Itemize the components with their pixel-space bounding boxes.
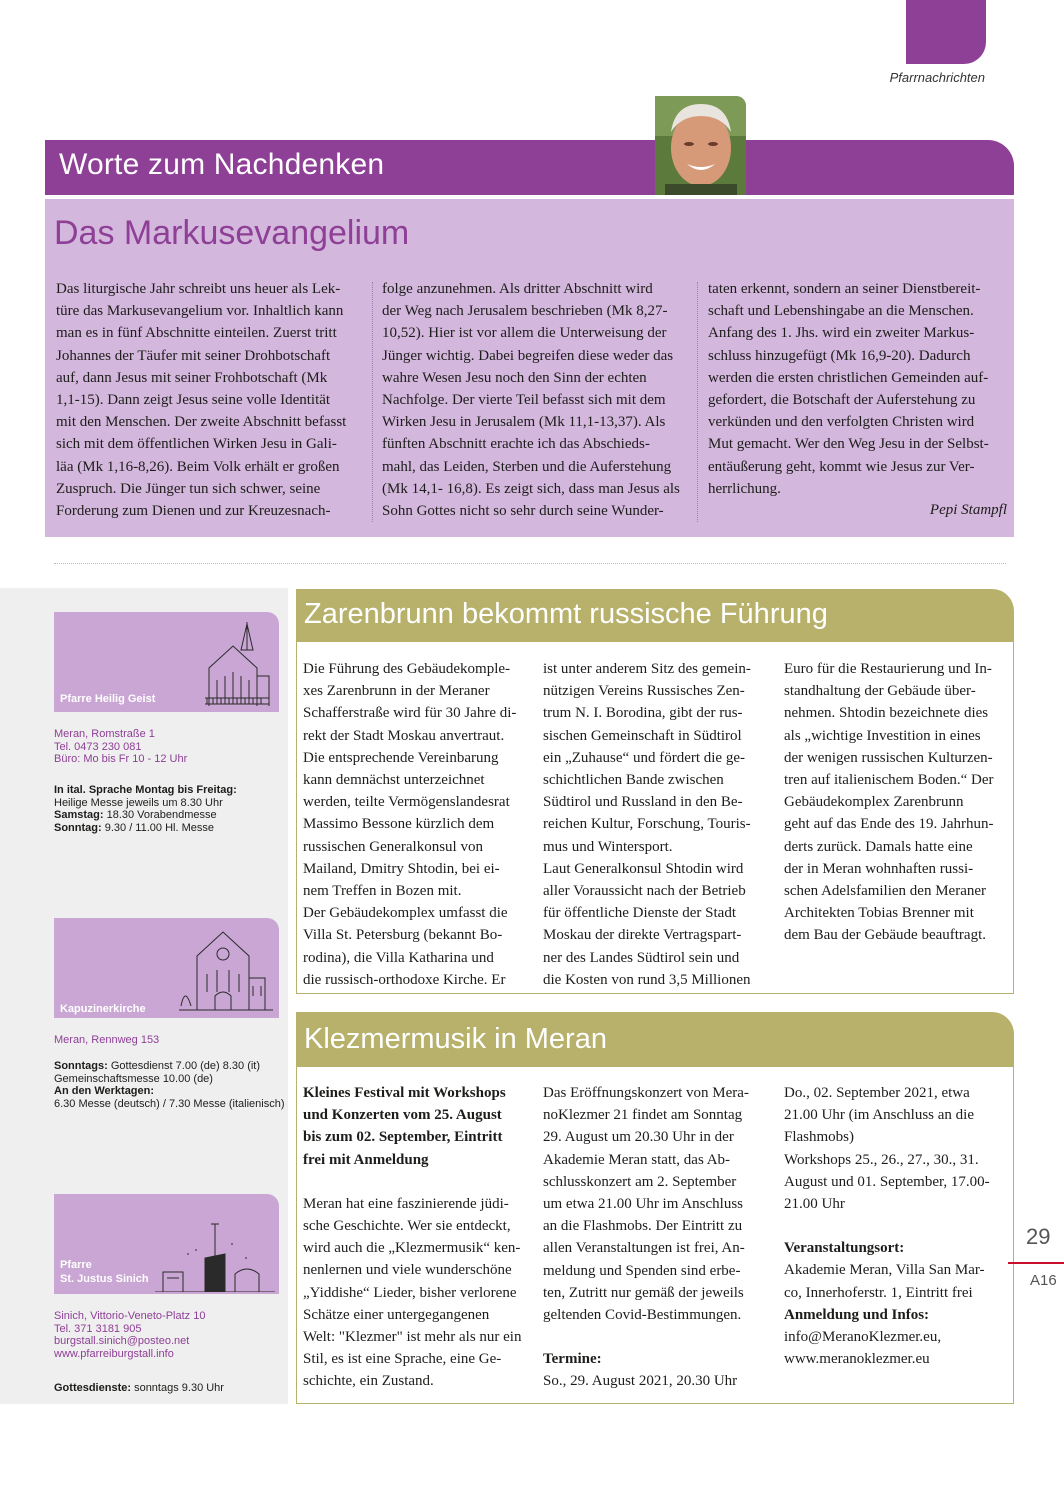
text-line: sich mit dem öffentlichen Wirken Jesu in Gali-: [56, 436, 337, 453]
lead-line: Kleines Festival mit Workshops: [303, 1085, 506, 1101]
parish-address: [54, 1310, 205, 1360]
label-line: St. Justus Sinich: [60, 1273, 149, 1285]
text-line: geht auf das Ende des 19. Jahrhun-: [784, 816, 994, 833]
text-line: folge anzunehmen. Als dritter Abschnitt wird: [382, 281, 653, 297]
text-line: mit den Menschen. Der zweite Abschnitt befasst: [56, 414, 347, 431]
text-line: rekt der Stadt Moskau anvertraut.: [303, 727, 505, 744]
text-line: geltenden Covid-Bestimmungen.: [543, 1307, 742, 1324]
text-line: Flashmobs): [784, 1129, 855, 1146]
text-line: Das Eröffnungskonzert von Mera-: [543, 1085, 749, 1101]
text-line: Die entsprechende Vereinbarung: [303, 749, 499, 766]
text-line: Schätze einer untergegangenen: [303, 1306, 490, 1323]
phone-line: Tel. 371 3181 905: [54, 1322, 142, 1335]
parish-card-heilig-geist: [54, 612, 279, 712]
times-label: Sonntag:: [54, 821, 102, 834]
text-line: Das liturgische Jahr schreibt uns heuer als Lek-: [56, 281, 341, 297]
column-divider: [697, 282, 698, 522]
page-number: 29: [1026, 1224, 1051, 1249]
author-signature: Pepi Stampfl: [929, 502, 1007, 518]
text-line: der Weg nach Jerusalem beschrieben (Mk 8,27-: [382, 303, 668, 320]
text-line: entäußerung geht, kommt wie Jesus zur Ver-: [708, 458, 975, 475]
times-label: In ital. Sprache Montag bis Freitag:: [54, 784, 237, 796]
text-line: Laut Generalkonsul Shtodin wird: [543, 860, 744, 877]
mass-times: [54, 1382, 224, 1395]
parish-name-label: Kapuzinerkirche: [60, 1003, 146, 1015]
church-drawing-icon: [203, 620, 271, 706]
column-divider: [372, 282, 373, 522]
worte-column-2: [382, 278, 692, 522]
termine-label: Termine:: [543, 1351, 602, 1368]
email-link[interactable]: info@MeranoKlezmer.eu,: [784, 1329, 942, 1346]
text-line: um etwa 21.00 Uhr im Anschluss: [543, 1196, 743, 1213]
text-line: Die Führung des Gebäudekomple-: [303, 661, 511, 677]
spacer: [303, 1171, 525, 1193]
spacer: [784, 1215, 1006, 1237]
times-label: An den Werktagen:: [54, 1085, 155, 1097]
parish-card-sinich: [54, 1194, 279, 1294]
times-line: Heilige Messe jeweils um 8.30 Uhr: [54, 796, 223, 809]
spacer: [543, 1326, 765, 1348]
text-line: türe das Markusevangelium vor. Inhaltlich kann: [56, 303, 344, 320]
zarenbrunn-column-3: [784, 658, 1006, 947]
website-link[interactable]: www.meranoklezmer.eu: [784, 1351, 930, 1368]
label-line: Pfarre: [60, 1259, 92, 1271]
worte-heading: Das Markusevangelium: [54, 214, 410, 252]
klezmer-column-3: [784, 1082, 1006, 1370]
text-line: 1,1-15). Dann zeigt Jesus seine volle Identität: [56, 392, 331, 409]
text-line: man es in fünf Abschnitte einteilen. Zuerst tritt: [56, 325, 337, 342]
text-line: nützigen Vereins Russisches Zen-: [543, 683, 745, 700]
text-line: rodina), die Villa Katharina und: [303, 949, 494, 966]
lead-line: bis zum 02. September, Eintritt: [303, 1129, 503, 1146]
text-line: mahl, das Leiden, Sterben und die Auferstehung: [382, 458, 672, 475]
text-line: ist unter anderem Sitz des gemein-: [543, 661, 751, 677]
text-line: als „wichtige Investition in eines: [784, 727, 981, 744]
text-line: Jünger wichtig. Dabei begreifen diese weder das: [382, 347, 674, 364]
address-line: Meran, Romstraße 1: [54, 728, 155, 740]
parish-name-label: [60, 1258, 149, 1286]
text-line: Euro für die Restaurierung und In-: [784, 661, 992, 677]
text-line: Nachfolge. Der vierte Teil befasst sich mit dem: [382, 392, 666, 409]
text-line: Villa St. Petersburg (bekannt Bo-: [303, 927, 503, 944]
text-line: ten, Zutritt nur gemäß der jeweils: [543, 1284, 744, 1301]
text-line: Wirken Jesu in Jerusalem (Mk 11,1-13,37). Als: [382, 414, 666, 431]
text-line: Massimo Bessone kürzlich dem: [303, 816, 495, 833]
text-line: Meran hat eine faszinierende jüdi-: [303, 1195, 509, 1212]
text-line: Forderung zum Dienen und zur Kreuzesnach-: [56, 503, 331, 520]
klezmer-column-2: [543, 1082, 765, 1393]
text-line: die russisch-orthodoxe Kirche. Er: [303, 971, 506, 988]
text-line: noKlezmer 21 findet am Sonntag: [543, 1107, 743, 1124]
text-line: dem Bau der Gebäude beauftragt.: [784, 927, 986, 944]
registration-label: Anmeldung und Infos:: [784, 1306, 930, 1323]
text-line: kann demnächst unterzeichnet: [303, 772, 485, 789]
parish-address: [54, 1034, 159, 1047]
page-number-rule: [1008, 1262, 1064, 1264]
text-line: fünften Abschnitt erachte ich das Abschieds-: [382, 436, 650, 453]
zarenbrunn-column-2: [543, 658, 765, 991]
text-line: Moskau der direkte Vertragspart-: [543, 927, 742, 944]
address-line: Sinich, Vittorio-Veneto-Platz 10: [54, 1310, 206, 1322]
text-line: trum N. I. Borodina, gibt der rus-: [543, 705, 743, 722]
text-line: xes Zarenbrunn in der Meraner: [303, 683, 490, 700]
text-line: nenlernen und viele wunderschöne: [303, 1262, 512, 1279]
text-line: Zuspruch. Die Jünger tun sich schwer, seine: [56, 480, 321, 497]
text-line: Der Gebäudekomplex umfasst die: [303, 905, 508, 922]
text-line: reichen Kultur, Forschung, Touris-: [543, 816, 751, 833]
text-line: Mut gemacht. Wer den Weg Jesu in der Selbst-: [708, 436, 989, 453]
venue-line: Akademie Meran, Villa San Mar-: [784, 1262, 985, 1279]
section-tab: [906, 0, 986, 64]
text-line: wahre Wesen Jesu noch den Sinn der echten: [382, 369, 647, 386]
times-line: Gottesdienst 7.00 (de) 8.30 (it): [107, 1060, 261, 1072]
text-line: Architekten Tobias Brenner mit: [784, 905, 974, 922]
worte-bar-title: Worte zum Nachdenken: [59, 148, 385, 181]
section-separator: [54, 563, 1006, 564]
times-label: Gottesdienste:: [54, 1382, 132, 1394]
page-code: A16: [1030, 1272, 1057, 1289]
church-drawing-icon: [155, 1214, 275, 1292]
text-line: Akademie Meran statt, das Ab-: [543, 1151, 731, 1168]
times-line: 18.30 Vorabendmesse: [103, 809, 217, 821]
text-line: läa (Mk 1,16-8,26). Beim Volk erhält er großen: [56, 458, 340, 475]
text-line: wird auch die „Klezmermusik“ ken-: [303, 1240, 521, 1257]
mass-times: [54, 1060, 285, 1110]
text-line: werden, teilte Vermögenslandesrat: [303, 794, 510, 811]
text-line: für öffentliche Dienste der Stadt: [543, 905, 736, 922]
text-line: nehmen. Shtodin bezeichnete dies: [784, 705, 989, 722]
church-drawing-icon: [177, 926, 275, 1012]
text-line: an die Flashmobs. Der Eintritt zu: [543, 1218, 743, 1235]
phone-line: Tel. 0473 230 081: [54, 740, 142, 753]
parish-card-kapuzinerkirche: [54, 918, 279, 1018]
times-label: Samstag:: [54, 809, 104, 821]
venue-line: co, Innerhoferstr. 1, Eintritt frei: [784, 1284, 973, 1301]
text-line: schichte, ein Zustand.: [303, 1373, 434, 1390]
text-line: schluss hinzugefügt (Mk 16,9-20). Dadurch: [708, 347, 971, 364]
section-label: Pfarrnachrichten: [889, 70, 985, 85]
worte-column-1: [56, 278, 366, 522]
text-line: schichtlichen Bande zwischen: [543, 772, 724, 789]
parish-name-label: Pfarre Heilig Geist: [60, 693, 156, 705]
times-line: Gemeinschaftsmesse 10.00 (de): [54, 1072, 213, 1085]
text-line: Do., 02. September 2021, etwa: [784, 1085, 970, 1101]
text-line: allen Veranstaltungen ist frei, An-: [543, 1240, 745, 1257]
text-line: tren auf italienischem Boden.“ Der: [784, 772, 994, 789]
text-line: der wenigen russischen Kulturzen-: [784, 749, 993, 766]
text-line: Schafferstraße wird für 30 Jahre di-: [303, 705, 517, 722]
website-link[interactable]: www.pfarreiburgstall.info: [54, 1347, 174, 1360]
text-line: verkünden und den verfolgten Christen wird: [708, 414, 975, 431]
zarenbrunn-column-1: [303, 658, 525, 991]
text-line: Welt: "Klezmer" ist mehr als nur ein: [303, 1329, 522, 1346]
text-line: Sohn Gottes nicht so sehr durch seine Wunder-: [382, 503, 664, 520]
email-link[interactable]: burgstall.sinich@posteo.net: [54, 1335, 190, 1347]
lead-line: und Konzerten vom 25. August: [303, 1107, 502, 1124]
text-line: Johannes der Täufer mit seiner Drohbotschaft: [56, 347, 331, 364]
text-line: Mailand, Dmitry Shtodin, bei ei-: [303, 860, 500, 877]
klezmer-column-1: [303, 1082, 525, 1393]
klezmer-title: Klezmermusik in Meran: [304, 1023, 607, 1055]
text-line: werden die ersten christlichen Gemeinden auf-: [708, 369, 989, 386]
text-line: auf, dann Jesus mit seiner Frohbotschaft (Mk: [56, 369, 328, 386]
text-line: schaft und Lebenshingabe an die Menschen.: [708, 303, 974, 320]
text-line: ner des Landes Südtirol sein und: [543, 949, 740, 966]
times-line: 9.30 / 11.00 Hl. Messe: [101, 821, 214, 834]
parish-address: [54, 728, 187, 766]
text-line: sischen Gemeinschaft in Südtirol: [543, 727, 742, 744]
address-line: Meran, Rennweg 153: [54, 1034, 160, 1046]
times-label: Sonntags:: [54, 1060, 108, 1072]
text-line: Südtirol und Russland in den Be-: [543, 794, 743, 811]
text-line: derts zurück. Damals hatte eine: [784, 838, 973, 855]
text-line: Workshops 25., 26., 27., 30., 31.: [784, 1151, 979, 1168]
text-line: russischen Generalkonsul von: [303, 838, 483, 855]
text-line: Gebäudekomplex Zarenbrunn: [784, 794, 964, 811]
author-portrait-image: [655, 96, 746, 195]
text-line: 29. August um 20.30 Uhr in der: [543, 1129, 734, 1146]
times-line: sonntags 9.30 Uhr: [131, 1382, 224, 1394]
text-line: aller Voraussicht nach der Betrieb: [543, 883, 746, 900]
venue-label: Veranstaltungsort:: [784, 1240, 905, 1257]
text-line: schen Adelsfamilien den Meraner: [784, 883, 987, 900]
zarenbrunn-title: Zarenbrunn bekommt russische Führung: [304, 598, 828, 630]
text-line: 21.00 Uhr (im Anschluss an die: [784, 1107, 974, 1124]
text-line: sche Geschichte. Wer sie entdeckt,: [303, 1218, 511, 1235]
text-line: (Mk 14,1- 16,8). Es zeigt sich, dass man Jesus als: [382, 480, 680, 497]
text-line: Anfang des 1. Jhs. wird ein zweiter Markus-: [708, 325, 975, 342]
times-line: 6.30 Messe (deutsch) / 7.30 Messe (italienisch): [54, 1097, 285, 1110]
worte-column-3: [708, 278, 1008, 500]
text-line: „Yiddishe“ Lieder, bisher verlorene: [303, 1284, 517, 1301]
text-line: meldung und Spenden sind erbe-: [543, 1262, 741, 1279]
termine-line: So., 29. August 2021, 20.30 Uhr: [543, 1373, 738, 1390]
text-line: schlusskonzert am 2. September: [543, 1173, 737, 1190]
text-line: Stil, es ist eine Sprache, eine Ge-: [303, 1351, 502, 1368]
lead-line: frei mit Anmeldung: [303, 1151, 429, 1168]
text-line: standhaltung der Gebäude über-: [784, 683, 976, 700]
text-line: mus und Wintersport.: [543, 838, 673, 855]
text-line: herrlichung.: [708, 480, 781, 497]
text-line: 21.00 Uhr: [784, 1196, 845, 1213]
text-line: die Kosten von rund 3,5 Millionen: [543, 971, 751, 988]
text-line: August und 01. September, 17.00-: [784, 1173, 990, 1190]
text-line: ein „Zuhause“ und fördert die ge-: [543, 749, 745, 766]
text-line: 10,52). Hier ist vor allem die Unterweisung der: [382, 325, 667, 342]
office-hours-line: Büro: Mo bis Fr 10 - 12 Uhr: [54, 753, 188, 765]
text-line: taten erkennt, sondern an seiner Dienstbereit-: [708, 281, 981, 297]
text-line: gefordert, die Botschaft der Auferstehung zu: [708, 392, 976, 409]
text-line: der in Meran wohnhaften russi-: [784, 860, 974, 877]
mass-times: [54, 784, 237, 834]
text-line: nem Treffen in Bozen mit.: [303, 883, 462, 900]
